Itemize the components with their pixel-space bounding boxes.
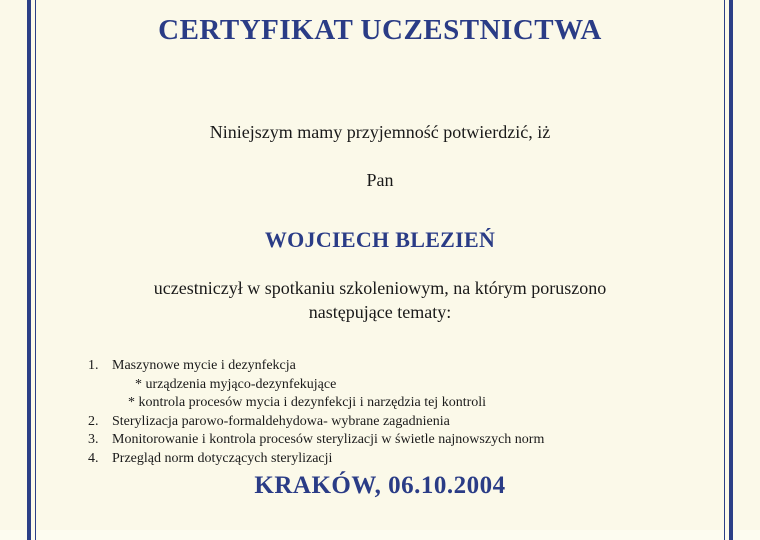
list-item xyxy=(88,357,708,376)
topics-list xyxy=(88,357,708,468)
place-and-date: KRAKÓW, 06.10.2004 xyxy=(254,472,506,499)
statement-line-2: następujące tematy: xyxy=(308,302,452,322)
subtopic-item: * kontrola procesów mycia i dezynfekcji i narzędzia tej kontroli xyxy=(128,395,487,410)
border-right-inner xyxy=(724,0,725,540)
participation-statement xyxy=(0,276,760,324)
topic-number: 4. xyxy=(88,450,99,466)
border-right-outer xyxy=(729,0,733,540)
list-item xyxy=(88,413,708,432)
recipient-name: WOJCIECH BLEZIEŃ xyxy=(264,227,496,252)
topic-text: Maszynowe mycie i dezynfekcja xyxy=(112,358,296,373)
salutation: Pan xyxy=(366,170,394,190)
topic-text: Przegląd norm dotyczących sterylizacji xyxy=(112,450,333,466)
list-item xyxy=(88,450,708,469)
topic-text: Sterylizacja parowo-formaldehydowa- wybrane zagadnienia xyxy=(112,413,450,429)
topic-number: 3. xyxy=(88,432,99,447)
list-item xyxy=(88,431,708,450)
intro-text: Niniejszym mamy przyjemność potwierdzić, iż xyxy=(209,122,551,142)
topic-number: 1. xyxy=(88,358,99,373)
topic-text: Monitorowanie i kontrola procesów sterylizacji w świetle najnowszych norm xyxy=(112,432,545,447)
border-left-inner xyxy=(35,0,36,540)
subtopic-item: * urządzenia myjąco-dezynfekujące xyxy=(135,376,337,392)
certificate-title: CERTYFIKAT UCZESTNICTWA xyxy=(158,14,602,46)
topic-number: 2. xyxy=(88,413,99,429)
statement-line-1: uczestniczył w spotkaniu szkoleniowym, na którym poruszono xyxy=(153,278,607,298)
border-left-outer xyxy=(27,0,31,540)
